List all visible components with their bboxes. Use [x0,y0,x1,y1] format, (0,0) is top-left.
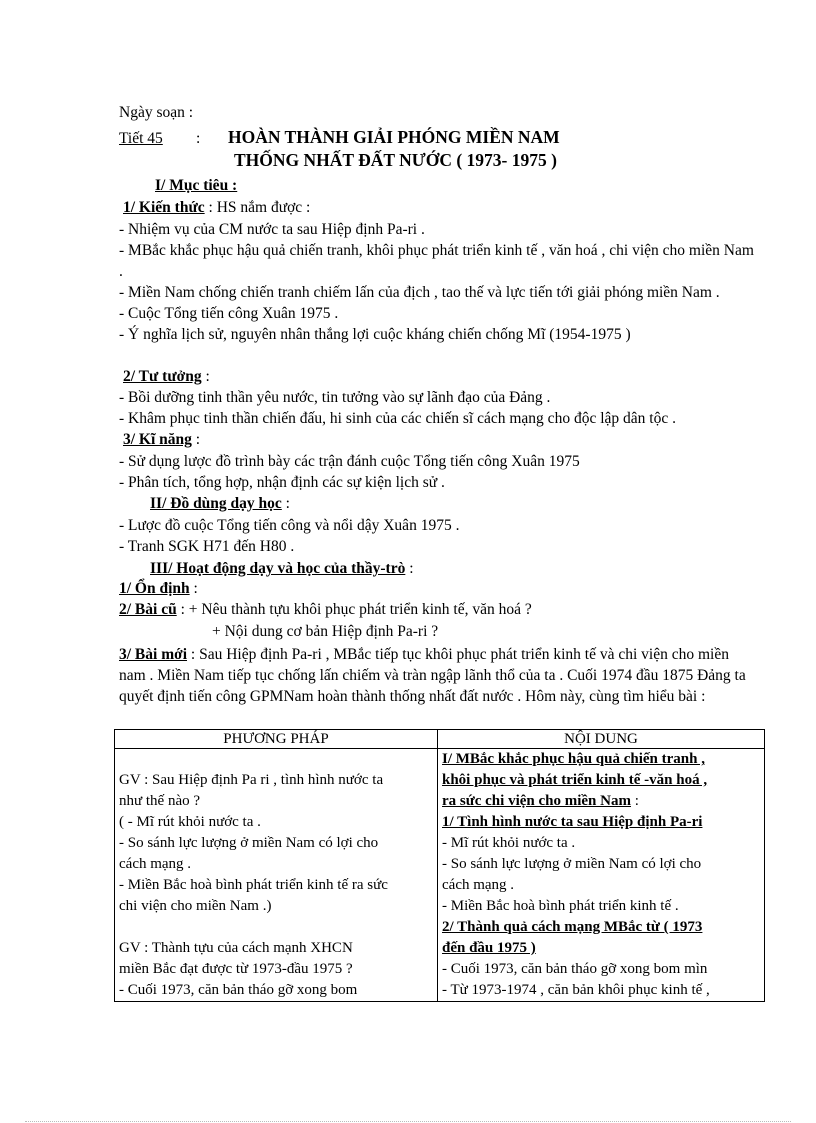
content-line: - Mĩ rút khỏi nước ta . [442,835,576,851]
skills-item: - Phân tích, tổng hợp, nhận định các sự kiện lịch sử . [119,474,445,491]
lesson-plan-table [114,729,765,1002]
content-line: - Cuối 1973, căn bản tháo gỡ xong bom mìn [442,961,708,977]
method-line [119,749,433,770]
method-line: cách mạng . [119,856,192,872]
knowledge-item: - Nhiệm vụ của CM nước ta sau Hiệp định Pa-ri . [119,221,425,238]
content-line: - Từ 1973-1974 , căn bản khôi phục kinh tế , [442,982,710,998]
prep-date-label: Ngày soạn : [119,104,194,121]
stabilize-label: 1/ Ổn định [119,580,190,597]
activities-label: III/ Hoạt động dạy và học của thầy-trò [150,560,406,577]
method-cell [115,749,438,1002]
attitude-item: - Bồi dưỡng tinh thần yêu nước, tin tưởng vào sự lãnh đạo của Đảng . [119,389,551,406]
new-lesson-label: 3/ Bài mới [119,646,188,663]
stabilize-label-rest: : [189,580,198,597]
method-line: chi viện cho miền Nam .) [119,898,272,914]
old-lesson-line-1 [119,601,532,619]
skills-list [119,451,759,493]
content-heading-1-last [442,791,760,812]
knowledge-item: - Miền Nam chống chiến tranh chiếm lấn của địch , tao thế và lực tiến tới giải phóng miền Nam . [119,284,720,301]
content-line: - Miền Bắc hoà bình phát triển kinh tế . [442,898,679,914]
page-bottom-divider [25,1121,791,1122]
method-line: miền Bắc đạt được từ 1973-đầu 1975 ? [119,961,353,977]
old-lesson-question-1: : + Nêu thành tựu khôi phục phát triển kinh tế, văn hoá ? [176,601,532,618]
skills-label-rest: : [191,431,201,448]
knowledge-item: - Cuộc Tổng tiến công Xuân 1975 . [119,305,339,322]
lesson-number: Tiết 45 [119,130,163,147]
content-heading-3: đến đầu 1975 ) [442,940,536,956]
method-line: - So sánh lực lượng ở miền Nam có lợi cho [119,835,379,851]
knowledge-heading [123,199,310,217]
method-line [119,917,433,938]
content-heading-3: 2/ Thành quả cách mạng MBắc từ ( 1973 [442,919,703,935]
materials-item: - Tranh SGK H71 đến H80 . [119,538,295,555]
materials-item: - Lược đồ cuộc Tổng tiến công và nổi dậy Xuân 1975 . [119,517,460,534]
knowledge-label-rest: : HS nắm được : [204,199,311,216]
section-objectives-heading: I/ Mục tiêu : [155,177,238,194]
page-title-line-2: THỐNG NHẤT ĐẤT NƯỚC ( 1973- 1975 ) [234,150,557,170]
materials-label-rest: : [281,495,290,512]
content-heading-2: 1/ Tình hình nước ta sau Hiệp định Pa-ri [442,814,703,830]
skills-heading [123,431,200,449]
method-line: GV : Sau Hiệp định Pa ri , tình hình nước ta [119,772,384,788]
method-line: GV : Thành tựu của cách mạnh XHCN [119,940,353,956]
attitude-label-rest: : [201,368,210,385]
materials-label: II/ Đồ dùng dạy học [150,495,282,512]
table-header-method: PHƯƠNG PHÁP [115,730,438,749]
old-lesson-question-2: + Nội dung cơ bản Hiệp định Pa-ri ? [212,623,439,640]
content-line: cách mạng . [442,877,515,893]
old-lesson-label: 2/ Bài cũ [119,601,177,618]
stabilize-heading [119,580,198,598]
content-line: - So sánh lực lượng ở miền Nam có lợi cho [442,856,702,872]
table-header-content: NỘI DUNG [438,730,765,749]
new-lesson-paragraph [119,644,747,707]
table-header-row [115,730,765,749]
content-heading-1-tail: : [630,793,639,809]
page-title-line-1: HOÀN THÀNH GIẢI PHÓNG MIỀN NAM [228,127,560,147]
content-cell [438,749,765,1002]
knowledge-item: - Ý nghĩa lịch sử, nguyên nhân thắng lợi cuộc kháng chiến chống Mĩ (1954-1975 ) [119,326,631,343]
method-line: ( - Mĩ rút khỏi nước ta . [119,814,261,830]
materials-heading [150,495,290,513]
method-line: - Miền Bắc hoà bình phát triển kinh tế ra sức [119,877,388,893]
knowledge-item: - MBắc khắc phục hậu quả chiến tranh, khôi phục phát triển kinh tế , văn hoá , chi viện cho miền Nam . [119,242,754,280]
content-heading-1-text: ra sức chi viện cho miền Nam [442,793,631,809]
new-lesson-intro: : Sau Hiệp định Pa-ri , MBắc tiếp tục khôi phục phát triển kinh tế và chi viện cho miền nam . Miền Nam tiếp tục chống lấn chiếm và tràn ngập lãnh thổ của ta . Cuối 1974 đầu 1875 Đảng ta quyết định tiến công GPMNam hoàn thành thống nhất đất nước . Hôm này, cùng tìm hiểu bài : [119,646,746,705]
skills-label: 3/ Kĩ năng [123,431,192,448]
knowledge-list [119,219,759,345]
attitude-list [119,387,759,429]
skills-item: - Sử dụng lược đồ trình bày các trận đánh cuộc Tổng tiến công Xuân 1975 [119,453,580,470]
lesson-number-colon: : [196,130,201,147]
attitude-heading [123,368,210,386]
attitude-label: 2/ Tư tưởng [123,368,202,385]
content-heading-1: I/ MBắc khắc phục hậu quả chiến tranh , [442,751,705,767]
knowledge-label: 1/ Kiến thức [123,199,205,216]
materials-list [119,515,759,557]
content-heading-1: khôi phục và phát triển kinh tế -văn hoá , [442,772,708,788]
activities-heading [150,560,414,578]
method-line: như thế nào ? [119,793,201,809]
table-row [115,749,765,1002]
attitude-item: - Khâm phục tinh thần chiến đấu, hi sinh của các chiến sĩ cách mạng cho độc lập dân tộc . [119,410,676,427]
activities-label-rest: : [405,560,414,577]
method-line: - Cuối 1973, căn bản tháo gỡ xong bom [119,982,358,998]
